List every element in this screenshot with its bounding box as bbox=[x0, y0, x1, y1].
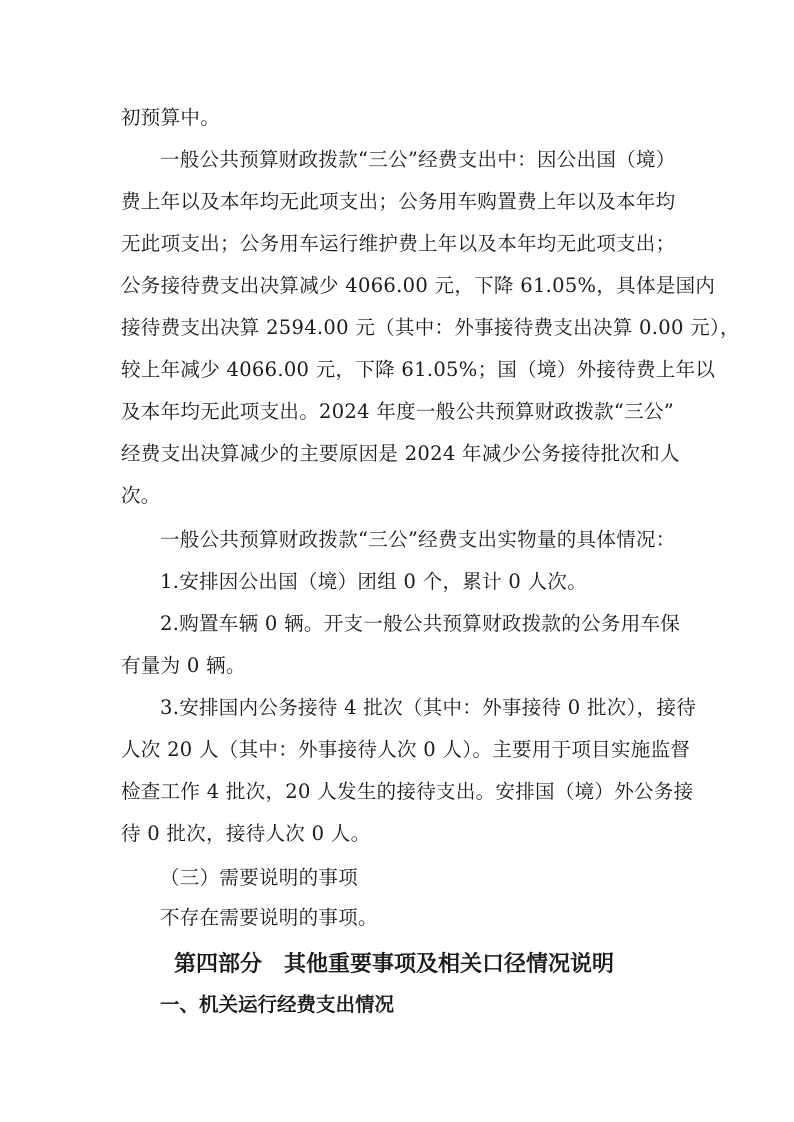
text-line: 有量为 0 辆。 bbox=[121, 654, 246, 677]
text-line: 待 0 批次，接待人次 0 人。 bbox=[121, 822, 371, 845]
text-line: 检查工作 4 批次，20 人发生的接待支出。安排国（境）外公务接 bbox=[121, 780, 694, 803]
section-heading: 一、机关运行经费支出情况 bbox=[160, 993, 395, 1016]
text-line: 次。 bbox=[121, 484, 161, 507]
text-line: 经费支出决算减少的主要原因是 2024 年减少公务接待批次和人 bbox=[121, 442, 680, 465]
text-line: 人次 20 人（其中：外事接待人次 0 人）。主要用于项目实施监督 bbox=[121, 738, 691, 761]
text-line: 较上年减少 4066.00 元，下降 61.05%；国（境）外接待费上年以 bbox=[121, 358, 716, 381]
text-line: 初预算中。 bbox=[121, 106, 221, 129]
text-line: 3.安排国内公务接待 4 批次（其中：外事接待 0 批次），接待 bbox=[160, 696, 697, 719]
text-line: 一般公共预算财政拨款“三公”经费支出实物量的具体情况： bbox=[160, 528, 676, 551]
text-line: 接待费支出决算 2594.00 元（其中：外事接待费支出决算 0.00 元）， bbox=[121, 316, 740, 339]
subsection-heading: （三）需要说明的事项 bbox=[160, 866, 359, 889]
text-line: 无此项支出；公务用车运行维护费上年以及本年均无此项支出； bbox=[121, 232, 676, 255]
text-line: 一般公共预算财政拨款“三公”经费支出中：因公出国（境） bbox=[160, 148, 676, 171]
text-line: 不存在需要说明的事项。 bbox=[160, 906, 378, 929]
text-line: 公务接待费支出决算减少 4066.00 元，下降 61.05%，具体是国内 bbox=[121, 274, 716, 297]
part-heading: 第四部分 其他重要事项及相关口径情况说明 bbox=[174, 952, 615, 977]
text-line: 及本年均无此项支出。2024 年度一般公共预算财政拨款“三公” bbox=[121, 400, 675, 423]
text-line: 1.安排因公出国（境）团组 0 个，累计 0 人次。 bbox=[160, 570, 588, 593]
text-line: 费上年以及本年均无此项支出；公务用车购置费上年以及本年均 bbox=[121, 190, 676, 213]
text-line: 2.购置车辆 0 辆。开支一般公共预算财政拨款的公务用车保 bbox=[160, 612, 681, 635]
